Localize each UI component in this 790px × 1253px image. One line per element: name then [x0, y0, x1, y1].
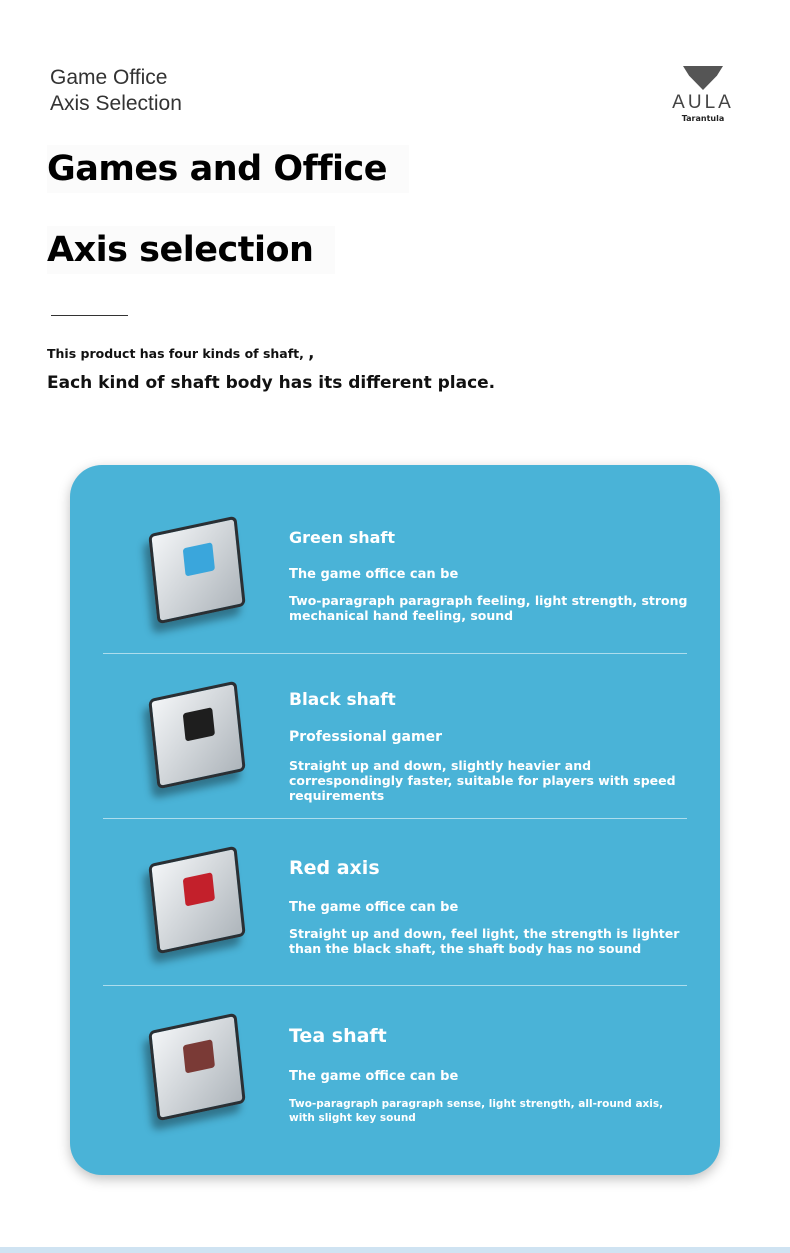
red-switch-icon — [148, 846, 245, 955]
header-subtitle-2: Axis Selection — [50, 92, 182, 115]
divider — [103, 985, 687, 986]
stem — [183, 1039, 215, 1073]
switch-subtitle: Professional gamer — [289, 729, 442, 745]
switch-item-green — [70, 490, 720, 655]
switch-subtitle: The game office can be — [289, 567, 459, 582]
aula-logo — [662, 66, 744, 123]
switch-description: Straight up and down, slightly heavier and correspondingly faster, suitable for players with speed requirements — [289, 758, 676, 803]
switch-description: Two-paragraph paragraph sense, light strength, all-round axis, with slight key sound — [289, 1098, 664, 1124]
stem — [183, 872, 215, 906]
logo-tagline: Tarantula — [681, 114, 725, 123]
divider — [103, 818, 687, 819]
intro-line-1: This product has four kinds of shaft, , — [47, 343, 315, 362]
switch-title: Red axis — [289, 857, 380, 879]
switch-description: Straight up and down, feel light, the strength is lighter than the black shaft, the shaft body has no sound — [289, 926, 680, 956]
switch-item-red — [70, 820, 720, 985]
switch-title: Black shaft — [289, 690, 396, 710]
logo-text: AULA — [672, 92, 734, 113]
green-switch-icon — [148, 516, 245, 625]
stem — [183, 542, 215, 576]
tea-switch-icon — [148, 1013, 245, 1122]
page-subtitle: Axis selection — [47, 226, 335, 274]
switch-item-tea — [70, 987, 720, 1152]
header-subtitle-1: Game Office — [50, 66, 168, 89]
switch-title: Green shaft — [289, 528, 396, 547]
switch-description: Two-paragraph paragraph feeling, light strength, strong mechanical hand feeling, sound — [289, 593, 688, 623]
bottom-strip — [0, 1247, 790, 1253]
spider-logo-icon — [683, 66, 723, 90]
switch-item-black — [70, 655, 720, 820]
title-underline — [51, 315, 128, 316]
switch-subtitle: The game office can be — [289, 900, 459, 915]
switch-card — [70, 465, 720, 1175]
divider — [103, 653, 687, 654]
black-switch-icon — [148, 681, 245, 790]
stem — [183, 707, 215, 741]
switch-subtitle: The game office can be — [289, 1069, 459, 1084]
intro-line-2: Each kind of shaft body has its different place. — [47, 373, 496, 393]
switch-title: Tea shaft — [289, 1025, 387, 1047]
page-title: Games and Office — [47, 145, 409, 193]
